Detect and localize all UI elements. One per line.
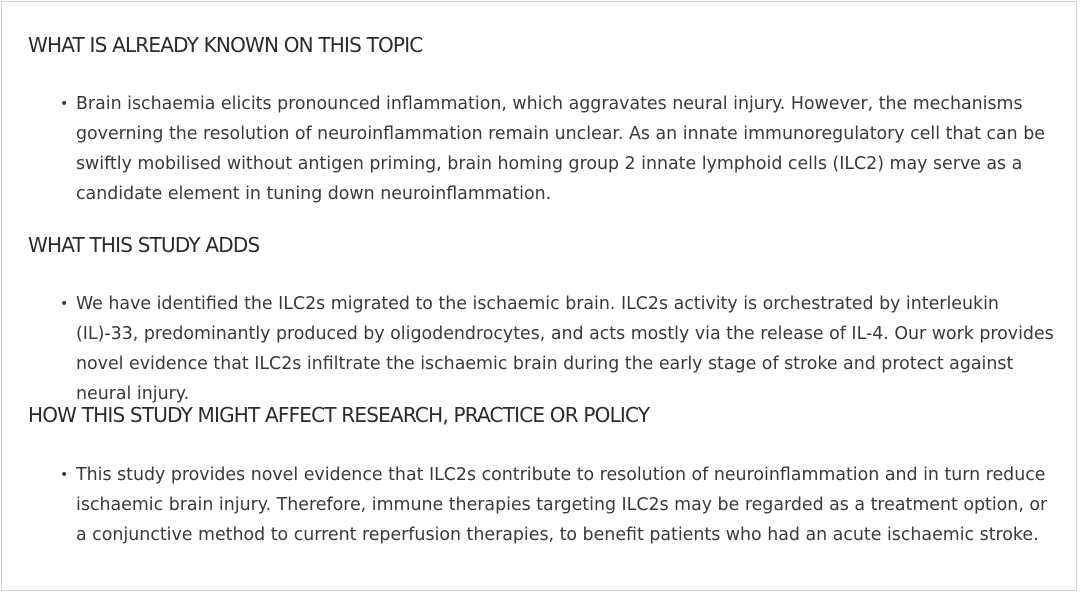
list-item (60, 289, 1060, 409)
bullet-icon: • (60, 467, 69, 483)
list-item (60, 89, 1060, 209)
bullet-list-impact (60, 460, 1060, 550)
bullet-text: This study provides novel evidence that ILC2s contribute to resolution of neuroinflammation and in turn reduce ischaemic brain injury. Therefore, immune therapies targeting ILC2s may be regarded as a treatment option, or a conjunctive method to current reperfusion therapies, to benefit patients who had an acute ischaemic stroke. (76, 465, 1048, 545)
summary-box (1, 1, 1077, 591)
list-item (60, 460, 1060, 550)
bullet-list-known (60, 89, 1060, 209)
section-heading-known: WHAT IS ALREADY KNOWN ON THIS TOPIC (28, 33, 423, 57)
bullet-icon: • (60, 296, 69, 312)
bullet-icon: • (60, 96, 69, 112)
bullet-text: Brain ischaemia elicits pronounced inflammation, which aggravates neural injury. However, the mechanisms governing the resolution of neuroinflammation remain unclear. As an innate immunoregulatory cell that can be swiftly mobilised without antigen priming, brain homing group 2 innate lymphoid cells (ILC2) may serve as a candidate element in tuning down neuroinflammation. (76, 94, 1045, 204)
bullet-text: We have identified the ILC2s migrated to the ischaemic brain. ILC2s activity is orchestrated by interleukin (IL)-33, predominantly produced by oligodendrocytes, and acts mostly via the release of IL-4. Our work provides novel evidence that ILC2s infiltrate the ischaemic brain during the early stage of stroke and protect against neural injury. (76, 294, 1054, 404)
bullet-list-adds (60, 289, 1060, 409)
section-heading-impact: HOW THIS STUDY MIGHT AFFECT RESEARCH, PRACTICE OR POLICY (28, 403, 650, 427)
section-heading-adds: WHAT THIS STUDY ADDS (28, 233, 260, 257)
